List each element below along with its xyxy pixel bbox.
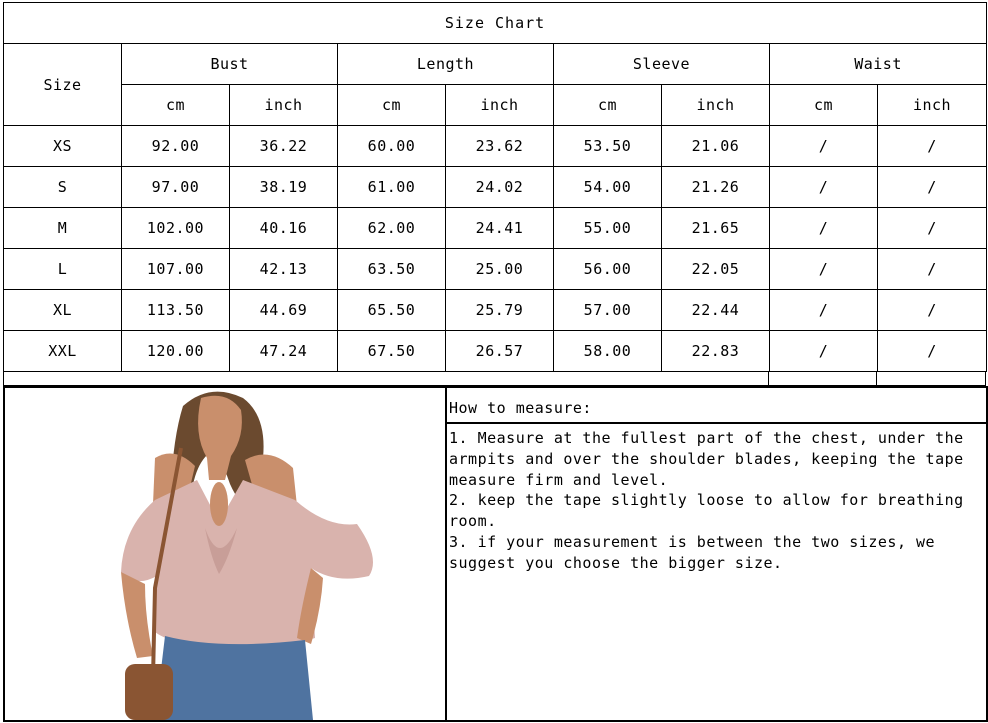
- size-value-cell: 58.00: [554, 331, 662, 372]
- instructions-list: [447, 424, 986, 574]
- size-row: [4, 290, 987, 331]
- size-value-cell: 21.06: [662, 126, 770, 167]
- unit-cm-header: cm: [122, 85, 230, 126]
- length-header: Length: [338, 44, 554, 85]
- size-value-cell: 60.00: [338, 126, 446, 167]
- size-value-cell: 42.13: [230, 249, 338, 290]
- size-row: [4, 167, 987, 208]
- unit-cm-header: cm: [554, 85, 662, 126]
- unit-cm-header: cm: [770, 85, 878, 126]
- size-value-cell: 21.26: [662, 167, 770, 208]
- size-value-cell: 65.50: [338, 290, 446, 331]
- instruction-step: 1. Measure at the fullest part of the chest, under the armpits and over the shoulder blades, keeping the tape measure firm and level.: [449, 429, 964, 489]
- unit-inch-header: inch: [230, 85, 338, 126]
- size-value-cell: 24.41: [446, 208, 554, 249]
- sleeve-header: Sleeve: [554, 44, 770, 85]
- size-column-header: Size: [4, 44, 122, 126]
- size-row: [4, 208, 987, 249]
- size-value-cell: /: [878, 331, 987, 372]
- size-value-cell: 120.00: [122, 331, 230, 372]
- unit-cm-header: cm: [338, 85, 446, 126]
- size-value-cell: /: [878, 249, 987, 290]
- waist-header: Waist: [770, 44, 987, 85]
- model-photo: [5, 388, 447, 720]
- size-value-cell: 22.83: [662, 331, 770, 372]
- size-row: [4, 249, 987, 290]
- unit-inch-header: inch: [878, 85, 987, 126]
- size-value-cell: 61.00: [338, 167, 446, 208]
- instruction-step: 3. if your measurement is between the two sizes, we suggest you choose the bigger size.: [449, 532, 936, 572]
- size-row: [4, 126, 987, 167]
- size-value-cell: 102.00: [122, 208, 230, 249]
- size-value-cell: /: [770, 126, 878, 167]
- size-label: M: [4, 208, 122, 249]
- size-value-cell: 56.00: [554, 249, 662, 290]
- size-value-cell: 22.44: [662, 290, 770, 331]
- size-value-cell: /: [770, 249, 878, 290]
- size-value-cell: 53.50: [554, 126, 662, 167]
- size-value-cell: 57.00: [554, 290, 662, 331]
- chart-title: Size Chart: [4, 3, 987, 44]
- measure-section: [3, 386, 988, 722]
- size-value-cell: 55.00: [554, 208, 662, 249]
- size-value-cell: 25.00: [446, 249, 554, 290]
- size-value-cell: 54.00: [554, 167, 662, 208]
- size-value-cell: 24.02: [446, 167, 554, 208]
- size-label: L: [4, 249, 122, 290]
- size-value-cell: 107.00: [122, 249, 230, 290]
- size-label: XXL: [4, 331, 122, 372]
- size-value-cell: /: [770, 331, 878, 372]
- size-value-cell: 63.50: [338, 249, 446, 290]
- size-value-cell: 62.00: [338, 208, 446, 249]
- size-chart-table: [3, 2, 987, 372]
- table-footer-spacer: [876, 372, 986, 386]
- instructions-panel: [447, 388, 986, 720]
- unit-inch-header: inch: [662, 85, 770, 126]
- bust-header: Bust: [122, 44, 338, 85]
- instructions-heading: How to measure:: [447, 388, 986, 424]
- size-label: XS: [4, 126, 122, 167]
- table-footer-spacer: [768, 372, 877, 386]
- size-value-cell: 26.57: [446, 331, 554, 372]
- size-value-cell: 25.79: [446, 290, 554, 331]
- size-value-cell: 21.65: [662, 208, 770, 249]
- size-value-cell: 113.50: [122, 290, 230, 331]
- size-label: S: [4, 167, 122, 208]
- size-value-cell: 44.69: [230, 290, 338, 331]
- size-value-cell: /: [878, 208, 987, 249]
- size-value-cell: /: [878, 126, 987, 167]
- size-value-cell: /: [878, 290, 987, 331]
- size-value-cell: /: [878, 167, 987, 208]
- instruction-step: 2. keep the tape slightly loose to allow for breathing room.: [449, 491, 964, 531]
- size-value-cell: 36.22: [230, 126, 338, 167]
- size-value-cell: 40.16: [230, 208, 338, 249]
- size-row: [4, 331, 987, 372]
- table-footer-spacer: [3, 372, 769, 386]
- size-value-cell: /: [770, 208, 878, 249]
- size-value-cell: 22.05: [662, 249, 770, 290]
- size-value-cell: /: [770, 290, 878, 331]
- size-value-cell: 92.00: [122, 126, 230, 167]
- size-rows: [4, 126, 987, 372]
- size-label: XL: [4, 290, 122, 331]
- size-value-cell: 47.24: [230, 331, 338, 372]
- model-illustration: [5, 388, 445, 720]
- unit-inch-header: inch: [446, 85, 554, 126]
- size-value-cell: 23.62: [446, 126, 554, 167]
- size-value-cell: /: [770, 167, 878, 208]
- size-value-cell: 97.00: [122, 167, 230, 208]
- size-value-cell: 67.50: [338, 331, 446, 372]
- size-value-cell: 38.19: [230, 167, 338, 208]
